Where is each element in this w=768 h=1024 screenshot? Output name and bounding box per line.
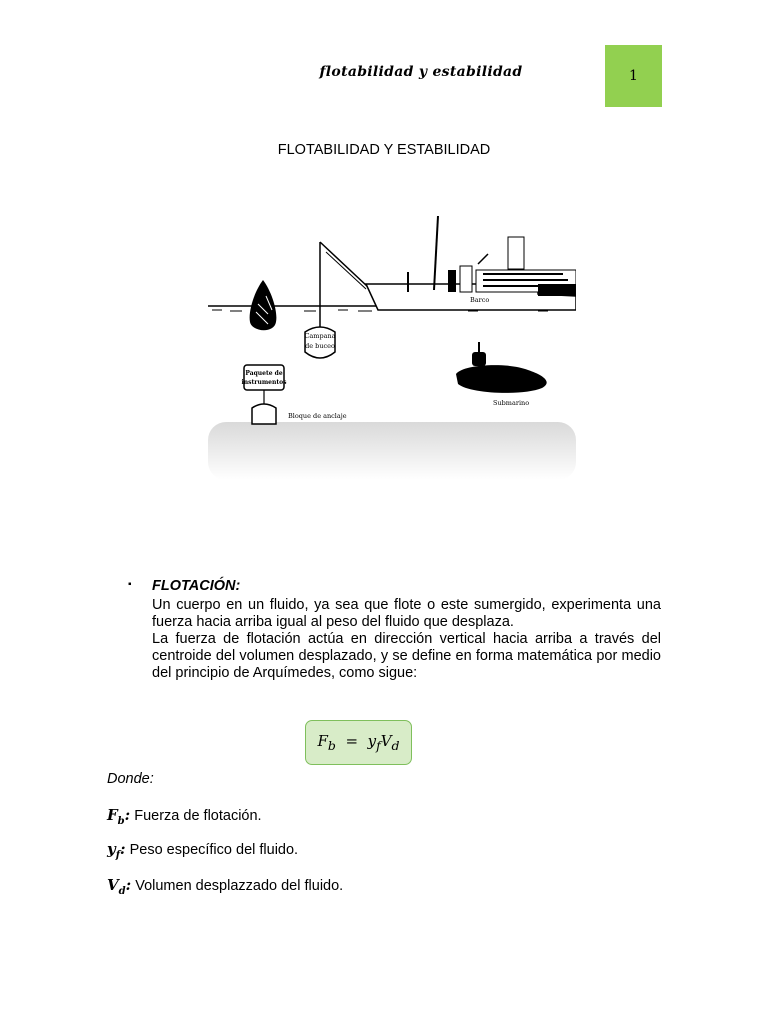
page-number: 1 <box>629 68 638 84</box>
label-instruments-1: Paquete de <box>245 370 283 377</box>
header-title: flotabilidad y estabilidad <box>319 64 523 80</box>
page-number-box <box>605 45 662 107</box>
formula-box <box>305 720 412 765</box>
definition-buoyant-force: $F_b$: Fuerza de flotación. <box>107 806 262 827</box>
definition-specific-weight: $y_f$: Peso específico del fluido. <box>107 840 299 861</box>
section-body <box>152 597 661 682</box>
document-title: FLOTABILIDAD Y ESTABILIDAD <box>277 142 491 158</box>
buoyancy-illustration <box>208 212 576 480</box>
label-instruments-2: instrumentos <box>241 379 287 386</box>
anchor-block-icon <box>252 404 276 424</box>
label-ship: Barco <box>470 296 490 304</box>
paragraph-1: Un cuerpo en un fluido, ya sea que flote o este sumergido, experimenta una fuerza hacia arriba igual al peso del fluido que desplaza. <box>152 597 661 630</box>
definition-displaced-volume: $V_d$: Volumen desplazzado del fluido. <box>107 876 344 897</box>
donde-label: Donde: <box>107 771 154 787</box>
label-submarine: Submarino <box>493 399 530 407</box>
crane-icon <box>320 242 368 327</box>
label-anchor: Bloque de anclaje <box>288 412 347 420</box>
label-bell-1: Campana <box>304 332 336 340</box>
buoy-icon <box>250 280 277 330</box>
label-bell-2: de buceo <box>305 342 335 350</box>
section-heading: FLOTACIÓN: <box>152 578 241 594</box>
formula: $F_b = y_fV_d$ <box>317 732 400 753</box>
bullet-marker: ▪ <box>128 579 132 590</box>
submarine-icon <box>456 342 547 393</box>
paragraph-2: La fuerza de flotación actúa en dirección vertical hacia arriba a través del centroide del volumen desplazado, y se define en forma matemática por medio del principio de Arquímedes, como sigue: <box>152 631 661 681</box>
figure-reflection <box>208 422 576 480</box>
